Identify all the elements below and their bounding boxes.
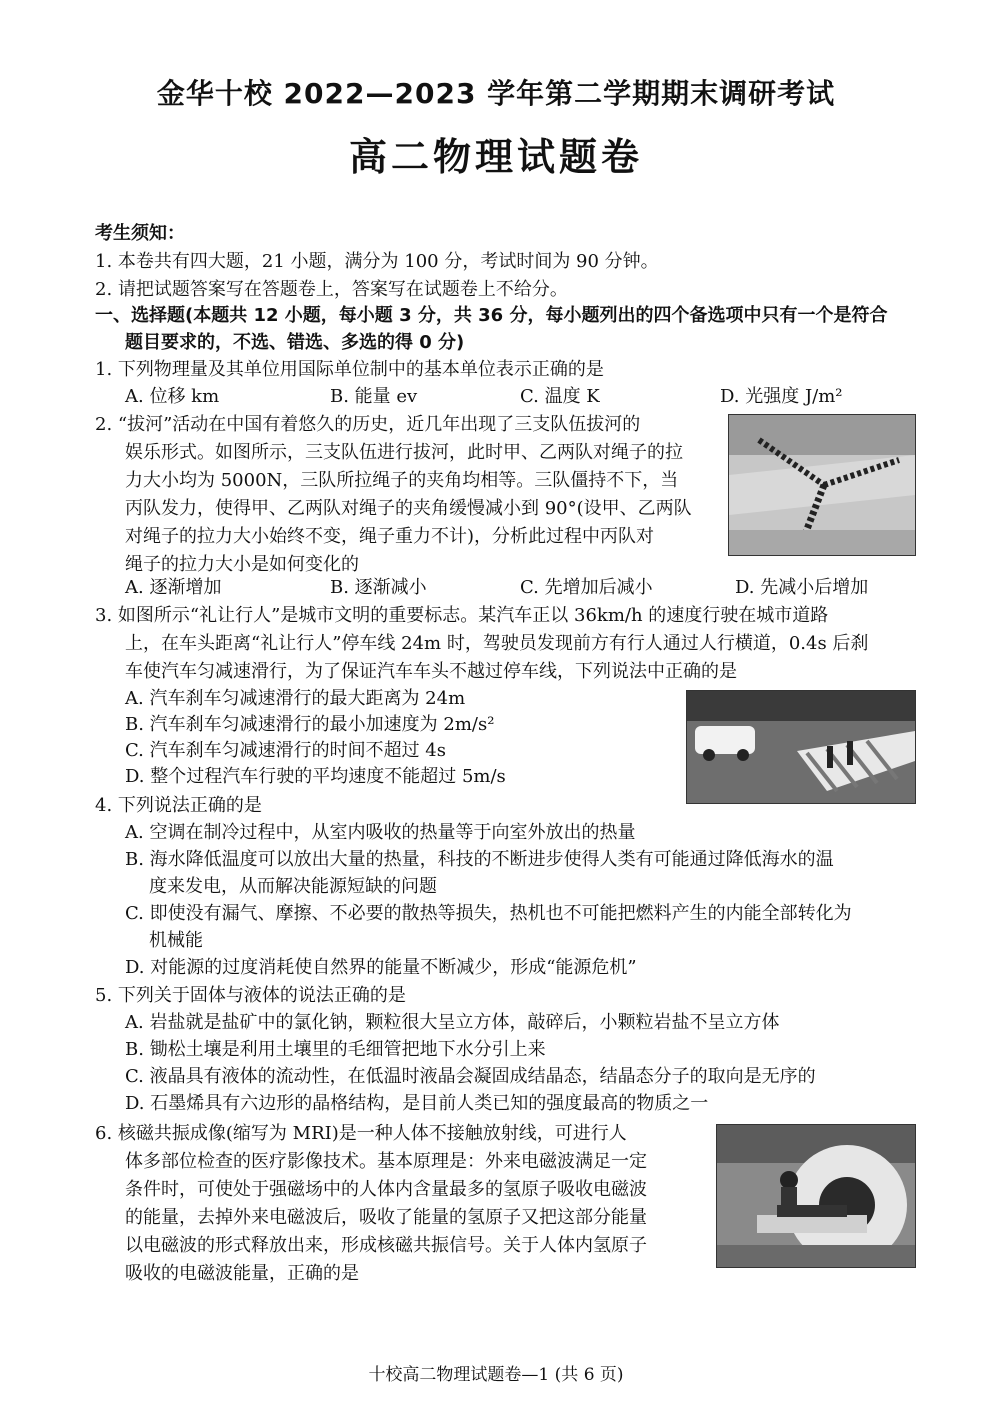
- q6-line-2: 体多部位检查的医疗影像技术。基本原理是：外来电磁波满足一定: [125, 1151, 647, 1172]
- q4-option-a: A. 空调在制冷过程中，从室内吸收的热量等于向室外放出的热量: [125, 822, 636, 843]
- q5-option-a: A. 岩盐就是盐矿中的氯化钠，颗粒很大呈立方体，敲碎后，小颗粒岩盐不呈立方体: [125, 1012, 780, 1033]
- q1-option-b: B. 能量 ev: [330, 386, 418, 407]
- notice-item-1: 1. 本卷共有四大题，21 小题，满分为 100 分，考试时间为 90 分钟。: [95, 251, 659, 272]
- q4-option-b-cont: 度来发电，从而解决能源短缺的问题: [149, 876, 437, 897]
- q2-line-1: 2. “拔河”活动在中国有着悠久的历史，近几年出现了三支队伍拔河的: [95, 414, 641, 435]
- q2-line-4: 丙队发力，使得甲、乙两队对绳子的夹角缓慢减小到 90°(设甲、乙两队: [125, 498, 692, 519]
- q4-option-c: C. 即使没有漏气、摩擦、不必要的散热等损失，热机也不可能把燃料产生的内能全部转化为: [125, 903, 852, 924]
- q4-option-b: B. 海水降低温度可以放出大量的热量，科技的不断进步使得人类有可能通过降低海水的温: [125, 849, 834, 870]
- q1-stem: 1. 下列物理量及其单位用国际单位制中的基本单位表示正确的是: [95, 359, 604, 380]
- q6-line-5: 以电磁波的形式释放出来，形成核磁共振信号。关于人体内氢原子: [125, 1235, 647, 1256]
- tug-of-war-photo: [728, 414, 916, 556]
- q5-option-b: B. 锄松土壤是利用土壤里的毛细管把地下水分引上来: [125, 1039, 546, 1060]
- q3-option-b: B. 汽车刹车匀减速滑行的最小加速度为 2m/s²: [125, 714, 495, 735]
- q2-line-6: 绳子的拉力大小是如何变化的: [125, 554, 359, 575]
- q2-option-a: A. 逐渐增加: [125, 577, 222, 598]
- exam-subtitle: 高二物理试题卷: [348, 135, 643, 179]
- q3-option-c: C. 汽车刹车匀减速滑行的时间不超过 4s: [125, 740, 446, 761]
- q2-option-c: C. 先增加后减小: [520, 577, 653, 598]
- q4-option-d: D. 对能源的过度消耗使自然界的能量不断减少，形成“能源危机”: [125, 957, 637, 978]
- q5-option-d: D. 石墨烯具有六边形的晶格结构，是目前人类已知的强度最高的物质之一: [125, 1093, 709, 1114]
- q6-line-3: 条件时，可使处于强磁场中的人体内含量最多的氢原子吸收电磁波: [125, 1179, 647, 1200]
- q1-option-d: D. 光强度 J/m²: [720, 386, 843, 407]
- q3-line-1: 3. 如图所示“礼让行人”是城市文明的重要标志。某汽车正以 36km/h 的速度行驶在城市道路: [95, 605, 829, 626]
- exam-title: 金华十校 2022—2023 学年第二学期期末调研考试: [156, 77, 836, 110]
- q2-line-3: 力大小均为 5000N，三队所拉绳子的夹角均相等。三队僵持不下，当: [125, 470, 679, 491]
- q2-option-b: B. 逐渐减小: [330, 577, 427, 598]
- q2-line-2: 娱乐形式。如图所示，三支队伍进行拔河，此时甲、乙两队对绳子的拉: [125, 442, 683, 463]
- notice-item-2: 2. 请把试题答案写在答题卷上，答案写在试题卷上不给分。: [95, 279, 568, 300]
- section1-heading-cont: 题目要求的，不选、错选、多选的得 0 分): [125, 332, 465, 353]
- q5-stem: 5. 下列关于固体与液体的说法正确的是: [95, 985, 406, 1006]
- page-footer: 十校高二物理试题卷—1 (共 6 页): [368, 1365, 624, 1385]
- q3-option-a: A. 汽车刹车匀减速滑行的最大距离为 24m: [125, 688, 466, 709]
- q3-option-d: D. 整个过程汽车行驶的平均速度不能超过 5m/s: [125, 766, 506, 787]
- q5-option-c: C. 液晶具有液体的流动性，在低温时液晶会凝固成结晶态，结晶态分子的取向是无序的: [125, 1066, 816, 1087]
- notice-heading: 考生须知：: [95, 223, 185, 244]
- q4-stem: 4. 下列说法正确的是: [95, 795, 262, 816]
- section1-heading: 一、选择题(本题共 12 小题，每小题 3 分，共 36 分，每小题列出的四个备选项中只有一个是符合: [95, 305, 888, 326]
- q4-option-c-cont: 机械能: [149, 930, 203, 951]
- q3-line-3: 车使汽车匀减速滑行，为了保证汽车车头不越过停车线，下列说法中正确的是: [125, 661, 737, 682]
- q6-line-6: 吸收的电磁波能量，正确的是: [125, 1263, 359, 1284]
- mri-photo: [716, 1124, 916, 1268]
- crosswalk-photo: [686, 690, 916, 804]
- q2-option-d: D. 先减小后增加: [735, 577, 869, 598]
- q1-option-a: A. 位移 km: [125, 386, 220, 407]
- q6-line-1: 6. 核磁共振成像(缩写为 MRI)是一种人体不接触放射线，可进行人: [95, 1123, 627, 1144]
- q1-option-c: C. 温度 K: [520, 386, 600, 407]
- q6-line-4: 的能量，去掉外来电磁波后，吸收了能量的氢原子又把这部分能量: [125, 1207, 647, 1228]
- q3-line-2: 上，在车头距离“礼让行人”停车线 24m 时，驾驶员发现前方有行人通过人行横道，0.4s 后刹: [125, 633, 869, 654]
- q2-line-5: 对绳子的拉力大小始终不变，绳子重力不计)，分析此过程中丙队对: [125, 526, 655, 547]
